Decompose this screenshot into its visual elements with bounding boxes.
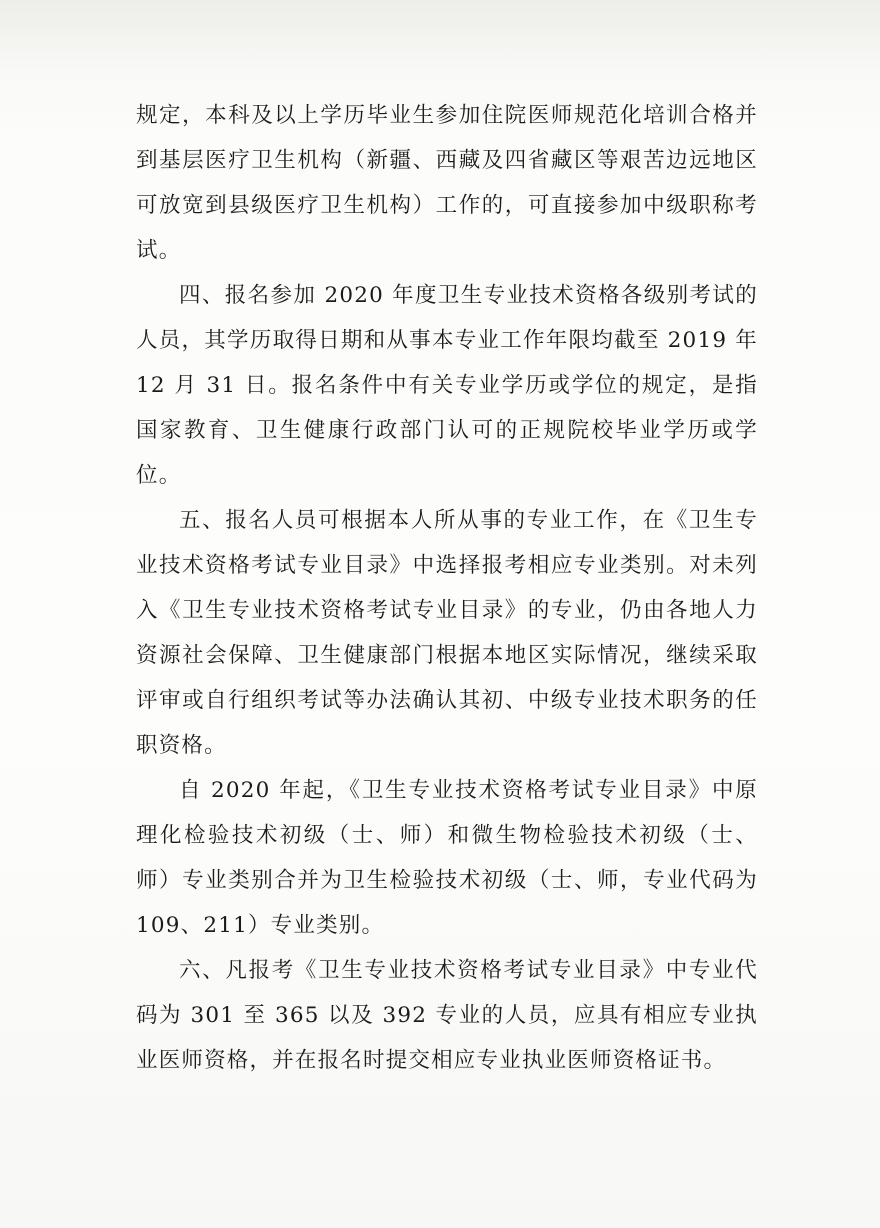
paragraph-continuation: 规定，本科及以上学历毕业生参加住院医师规范化培训合格并到基层医疗卫生机构（新疆、西藏及四省藏区等艰苦边远地区可放宽到县级医疗卫生机构）工作的，可直接参加中级职称考试。 — [136, 103, 758, 263]
document-body — [136, 93, 758, 1083]
scan-shadow — [0, 0, 880, 70]
paragraph-2020-change: 自 2020 年起，《卫生专业技术资格考试专业目录》中原理化检验技术初级（士、师）和微生物检验技术初级（士、师）专业类别合并为卫生检验技术初级（士、师，专业代码为 109、211）专业类别。 — [136, 778, 758, 938]
paragraph-item-four: 四、报名参加 2020 年度卫生专业技术资格各级别考试的人员，其学历取得日期和从事本专业工作年限均截至 2019 年 12 月 31 日。报名条件中有关专业学历或学位的规定，是指国家教育、卫生健康行政部门认可的正规院校毕业学历或学位。 — [136, 283, 758, 488]
paragraph-item-six: 六、凡报考《卫生专业技术资格考试专业目录》中专业代码为 301 至 365 以及 392 专业的人员，应具有相应专业执业医师资格，并在报名时提交相应专业执业医师资格证书。 — [136, 958, 758, 1073]
paragraph-item-five: 五、报名人员可根据本人所从事的专业工作，在《卫生专业技术资格考试专业目录》中选择报考相应专业类别。对未列入《卫生专业技术资格考试专业目录》的专业，仍由各地人力资源社会保障、卫生健康部门根据本地区实际情况，继续采取评审或自行组织考试等办法确认其初、中级专业技术职务的任职资格。 — [136, 508, 758, 758]
